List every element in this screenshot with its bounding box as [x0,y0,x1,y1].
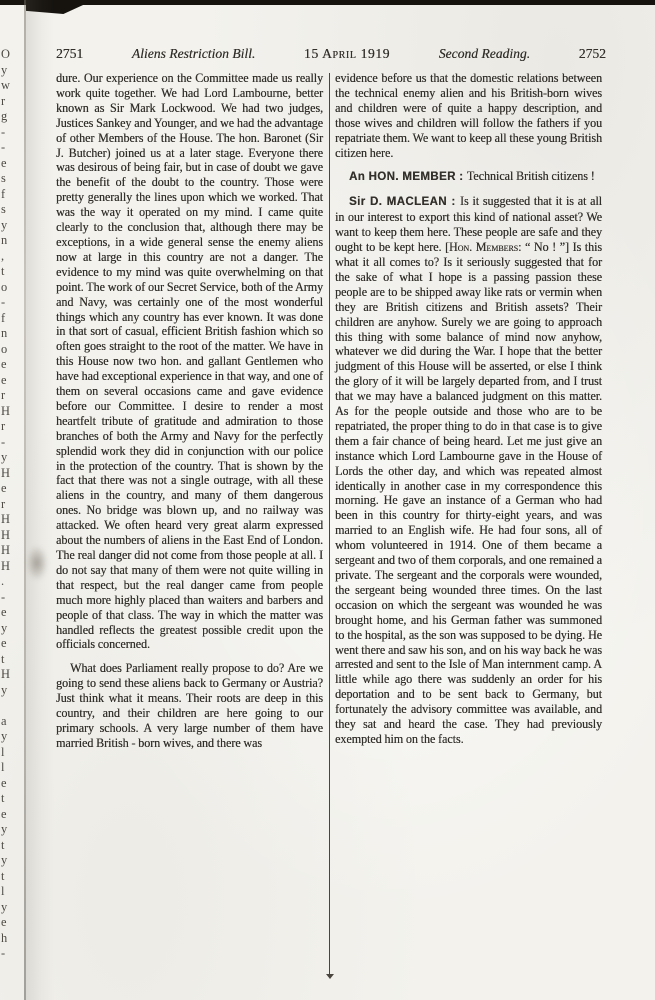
speaker-name: An HON. MEMBER : [349,171,467,184]
gutter-fragment: y [1,62,8,77]
gutter-fragment: l [1,884,5,898]
page-header [56,46,606,62]
debate-date: 15 April 1919 [303,46,391,61]
paragraph [56,661,323,750]
gutter-fragment: e [1,372,7,387]
gutter-fragment: y [1,853,8,867]
gutter-fragment: y [1,450,8,464]
gutter-fragment: o [1,279,8,294]
gutter-fragment: s [1,202,6,216]
gutter-fragment: e [1,636,7,650]
text-segment: : “ No ! ”] Is this what it all comes to? Is it seriously suggested that for the sake of what I hope is a passing passion these people are to be shipped away like rats or vermin when they are British citizens and British assets? Their children are anyhow. Surely we are going to approach this thing with some balance of mind now anyhow, whatever we did during the War. I hope that the better judgment of this House will be asserted, or else I think the glory of it will be largely departed from, and I trust that we may have a balanced judgment on this matter. As for the people outside and those who are to be repatriated, the proper thing to do in that case is to give them a fair chance of being heard. Let me just give an instance which Lord Lambourne gave in the House of Lords the other day, and which was repeated almost identically in another case in my correspondence this morning. He gave an instance of a German who had been in this country for thirty-eight years, and was married to an English wife. He had four sons, all of whom volunteered in 1914. One of them became a sergeant and two of them corporals, and one remained a private. The sergeant and the corporals were wounded, the sergeant being wounded three times. On the last occasion on which the sergeant was wounded he was brought home, and his German father was summoned to the hospital, as the son was supposed to be dying. He went there and saw his son, and on his way back he was arrested and sent to the Isle of Man internment camp. A little while ago there was suddenly an order for his deportation and to be sent back to Germany, but fortunately the advisory committee was available, and they sat and heard the case. They had previously exempted him on the facts. [335,240,603,746]
gutter-fragment: t [1,264,5,278]
gutter-fragment: - [1,946,6,960]
right-column [335,71,602,975]
gutter-fragment: e [1,155,7,170]
gutter-fragment: - [1,124,6,139]
gutter-fragment: l [1,744,5,759]
text-columns [56,71,606,975]
gutter-fragment: t [1,791,5,805]
page-content [56,46,606,975]
text-segment: evidence before us that the domestic relations between the technical enemy alien and his British-born wives and children were of quite a happy description, and those wives and children will follow the fathers if you repatriate them. We want to keep all these young British citizen here. [335,71,602,160]
gutter-fragment: H [1,558,10,573]
gutter-fragment: f [1,310,6,325]
text-segment: dure. Our experience on the Committee made us really work quite together. We had Lord Lambourne, better known as Sir Mark Lockwood. We had two judges, Justices Sankey and Younger, and we had the advantage of other Members of the House. The hon. Baronet (Sir J. Butcher) joined us at a later stage. Everyone there was desirous of being fair, but in case of doubt we gave the benefit of the doubt to the country. Those were pretty generally the lines upon which we worked. That was the way it operated on my mind. I came quite clearly to the conclusion that, although there may be exceptions, in a wide general sense the enemy aliens now at large in this country are not a danger. The evidence to my mind was quite overwhelming on that point. The work of our Secret Service, both of the Army and Navy, was certainly one of the most wonderful things which any country has ever known. It was done in that sort of casual, efficient British fashion which so often goes straight to the root of the matter. We have in this House now two hon. and gallant Gentlemen who have had exceptional experience in that way, and one of them on several occasions came and gave evidence before our Committee. I desire to render a most heartfelt tribute of gratitude and admiration to those branches of both the Army and Navy for the perfectly splendid work they did in conjunction with our police in the protection of the country. That is shown by the fact that there was not a single outrage, with all these aliens in the country, and many of them dangerous ones. No bridge was blown up, and no railway was attacked. We often heard very great alarm expressed about the numbers of aliens in the East End of London. The real danger did not come from those people at all. I do not say that many of them were not quite willing in that respect, but the real danger came from people much more highly placed than waiters and barbers and people of that class. The way in which the matter was handled reflects the greatest possible credit upon the officials concerned. [56,71,323,652]
gutter-fragment: . [1,574,5,588]
gutter-fragment: r [1,419,6,433]
gutter-fragment: H [1,543,10,557]
debate-title: Aliens Restriction Bill. [131,46,256,61]
column-number-right: 2752 [578,46,606,61]
gutter-fragment: y [1,620,8,635]
gutter-fragment: y [1,682,8,697]
text-segment: Is it suggested that it is at all in our interest to export this kind of national asset? We want to keep them here. These people are safe and they ought to be kept here. [ [335,194,602,255]
gutter-fragment: e [1,775,7,790]
gutter-fragment: H [1,465,10,480]
gutter-fragment: f [1,186,6,201]
gutter-fragment: e [1,806,7,821]
column-number-left: 2751 [56,46,84,61]
gutter-fragment: o [1,341,8,356]
gutter-fragment: y [1,217,8,232]
paragraph [335,169,602,185]
gutter-fragment: - [1,434,6,449]
section-title: Second Reading. [438,46,531,61]
gutter-fragment: t [1,651,5,666]
gutter-fragment: H [1,512,10,526]
left-column [56,71,323,975]
gutter-fragment: a [1,713,7,728]
gutter-fragment: - [1,140,6,154]
text-segment: What does Parliament really propose to do? Are we going to send these aliens back to Germany or Austria? Just think what it means. Their roots are deep in this country, and their children are here going to our primary schools. A very large number of them have married British - born wives, and there was [56,661,323,750]
scan-top-edge [0,0,655,5]
gutter-fragment: l [1,760,5,774]
gutter-fragment: t [1,868,5,883]
gutter-fragment: r [1,496,6,511]
gutter-fold-line [24,0,26,1000]
gutter-fragment: r [1,93,6,108]
gutter-fragment: O [1,47,10,61]
gutter-smudge [26,545,48,581]
gutter-fragment: H [1,403,10,418]
gutter-fragment: s [1,171,6,185]
paragraph [56,71,323,652]
gutter-fragment: H [1,667,10,681]
gutter-fragment: e [1,605,7,619]
gutter-fragment: y [1,822,8,836]
speaker-name: Sir D. MACLEAN : [349,196,460,209]
gutter-fragment [1,698,17,714]
gutter-fragment: g [1,109,8,123]
text-segment: Hon. Members [448,240,519,255]
gutter-fragment: e [1,915,7,929]
gutter-fragment: - [1,295,6,309]
gutter-fragment: , [1,248,5,263]
paragraph [335,71,602,160]
gutter-fragment: y [1,729,8,743]
gutter-fragment: e [1,481,7,495]
gutter-fragment: e [1,357,7,371]
gutter-fragment: - [1,589,6,604]
text-segment: Technical British citizens ! [466,169,595,184]
gutter-text-fragments [1,47,17,962]
gutter-fragment: h [1,930,8,945]
paragraph [335,194,602,747]
gutter-fragment: H [1,527,10,542]
gutter-fragment: w [1,78,10,92]
column-divider [329,73,330,975]
gutter-fragment: t [1,837,5,852]
gutter-fragment: n [1,233,8,247]
gutter-fragment: n [1,326,8,340]
gutter-fragment: y [1,899,8,914]
gutter-fragment: r [1,388,6,402]
